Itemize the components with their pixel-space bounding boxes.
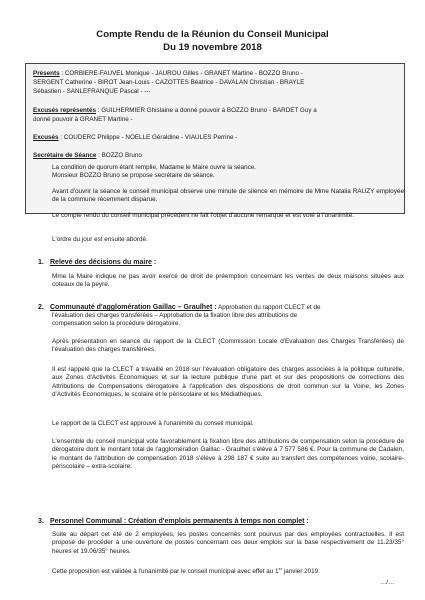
compte-rendu-paragraph: Le compte rendu du conseil municipal précédent ne fait l'objet d'aucune remarque et est voté à l'unanimité.: [52, 212, 355, 219]
presents-line-2: SERGENT Catherine - BIROT Jean-Louis - CAZOTTES Béatrice - DAVALAN Christian - BRAYLE: [33, 79, 305, 86]
section-2-paragraph-2: Il est rappelé que la CLECT a travaillé en 2018 sur l'évaluation obligatoire des charges associées à la politique culturelle, aux Zones d'Activités Economiques et sur la lecture publique d'une part et sur des propositions de corrections des Attributions de Compensations dérogatoire à l'application des dispositions de droit commun sur la Voirie, les Zones d'Activités Economiques, le scolaire et le périscolaire et les Médiathèques.: [52, 366, 404, 398]
section-3-heading: 3. Personnel Communal : Création d'emplois permanents à temps non complet :: [38, 518, 309, 525]
excuses-representes-line-1: Excusés représentés : GUILHERMIER Ghislaine a donné pouvoir à BOZZO Bruno - BARDET Guy a: [33, 107, 317, 114]
section-2-heading-line-3: compensation selon la procédure dérogatoire.: [52, 320, 181, 327]
document-title: Compte Rendu de la Réunion du Conseil Municipal: [96, 29, 329, 40]
section-3-paragraph-1: Suite au départ cet été de 2 employées, les postes concernés sont pourvus par des employées contractuelles. Il est proposé de procéder à une ouverture de postes concernant ces deux emplois sur la base respectivement de 11.23/35° heures et 19.06/35° heures.: [52, 531, 404, 555]
quorum-line-1: La condition de quorum étant remplie, Madame le Maire ouvre la séance.: [52, 164, 257, 171]
section-2-heading: 2. Communauté d'agglomération Gaillac – Graulhet : Approbation du rapport CLECT et de: [38, 304, 321, 311]
quorum-line-2: Monsieur BOZZO Bruno se propose secrétaire de séance.: [52, 172, 215, 179]
section-2-heading-line-2: l'évaluation des charges transférées – Approbation de la fixation libre des attributions de: [52, 312, 298, 319]
presents-line-3: Sébastien - SANLEFRANQUE Pascal - ---: [33, 88, 151, 95]
section-2-paragraph-1: Après présentation en séance du rapport de la CLECT (Commission Locale d'Evaluation des Charges Transférées) de l'évaluation des charges transférées.: [52, 338, 404, 354]
section-1-heading: 1. Relevé des décisions du maire :: [38, 259, 157, 266]
excuses-line: Excusés : COUDERC Philippe - NOELLE Géraldine - VIAULES Perrine -: [33, 134, 238, 141]
excuses-representes-line-2: donné pouvoir à GRANET Martine -: [33, 116, 133, 123]
section-2-paragraph-3: Le rapport de la CLECT est approuvé à l'unanimité du conseil municipal.: [52, 420, 254, 427]
document-date: Du 19 novembre 2018: [163, 42, 262, 53]
section-3-paragraph-2: Cette proposition est validée à l'unanimité par le conseil municipal avec effet au 1er janvier 2019.: [52, 565, 320, 575]
secretaire-line: Secrétaire de Séance : BOZZO Bruno: [33, 152, 142, 159]
section-2-paragraph-4: L'ensemble du conseil municipal vote favorablement la fixation libre des attributions de compensation selon la procédure de dérogatoire dont le montant total de l'agglomération Gaillac - Graulhet s'élève à 7 577 586 €. Pour la commune de Cadalen, le montant de l'attribution de compensation 2018 s'élève à 298 187 € suite au transfert des compétences voirie, scolaire-périscolaire – extra-scolaire.: [52, 438, 404, 470]
continuation-mark: …/…: [380, 579, 395, 586]
silence-paragraph: Avant d'ouvrir la séance le conseil municipal observe une minute de silence en mémoire de Mme Natalia RAUZY employée de la commune récemment disparue.: [52, 188, 404, 204]
presents-line-1: Présents : CORBIERE-FAUVEL Monique - JAUROU Gilles - GRANET Martine - BOZZO Bruno -: [33, 70, 303, 77]
ordre-du-jour-line: L'ordre du jour est ensuite abordé.: [52, 236, 148, 243]
section-1-text: Mme la Maire indique ne pas avoir exercé de droit de préemption concernant les ventes de deux maisons situées aux coteaux de la peyre.: [52, 273, 404, 289]
